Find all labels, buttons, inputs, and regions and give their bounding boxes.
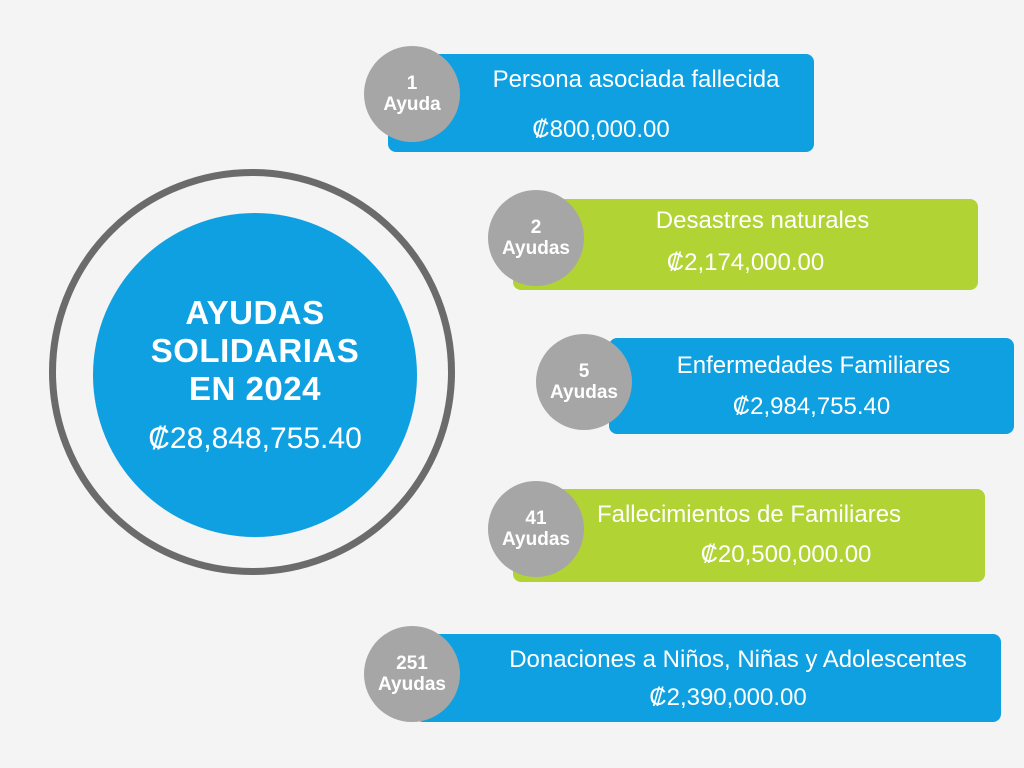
aid-count-badge bbox=[364, 46, 460, 142]
aid-bar-fallecimientos-familiares bbox=[513, 489, 985, 582]
aid-count: 1 bbox=[406, 73, 418, 94]
summary-title: AYUDAS SOLIDARIAS EN 2024 bbox=[150, 294, 360, 407]
aid-label: Persona asociada fallecida bbox=[492, 66, 780, 93]
aid-unit: Ayudas bbox=[502, 238, 570, 259]
aid-count: 5 bbox=[578, 361, 590, 382]
aid-label: Desastres naturales bbox=[655, 207, 870, 234]
aid-amount: ₡2,984,755.40 bbox=[732, 393, 891, 420]
aid-amount: ₡20,500,000.00 bbox=[700, 541, 872, 568]
aid-count-badge bbox=[488, 481, 584, 577]
aid-bar-enfermedades-familiares bbox=[609, 338, 1014, 434]
aid-bar-donaciones-ninos bbox=[415, 634, 1001, 722]
aid-count-badge bbox=[536, 334, 632, 430]
summary-total: ₡28,848,755.40 bbox=[148, 422, 362, 455]
aid-label: Enfermedades Familiares bbox=[676, 352, 951, 379]
aid-amount: ₡800,000.00 bbox=[532, 116, 670, 143]
aid-unit: Ayuda bbox=[383, 94, 441, 115]
aid-unit: Ayudas bbox=[378, 674, 446, 695]
aid-count-badge bbox=[364, 626, 460, 722]
aid-label: Fallecimientos de Familiares bbox=[596, 501, 902, 528]
aid-unit: Ayudas bbox=[502, 529, 570, 550]
aid-count: 2 bbox=[530, 217, 542, 238]
aid-count: 41 bbox=[525, 508, 547, 529]
summary-circle bbox=[93, 213, 417, 537]
aid-amount: ₡2,174,000.00 bbox=[666, 249, 825, 276]
aid-label: Donaciones a Niños, Niñas y Adolescentes bbox=[509, 646, 967, 673]
aid-amount: ₡2,390,000.00 bbox=[649, 684, 807, 711]
aid-count: 251 bbox=[396, 653, 428, 674]
aid-count-badge bbox=[488, 190, 584, 286]
aid-unit: Ayudas bbox=[550, 382, 618, 403]
